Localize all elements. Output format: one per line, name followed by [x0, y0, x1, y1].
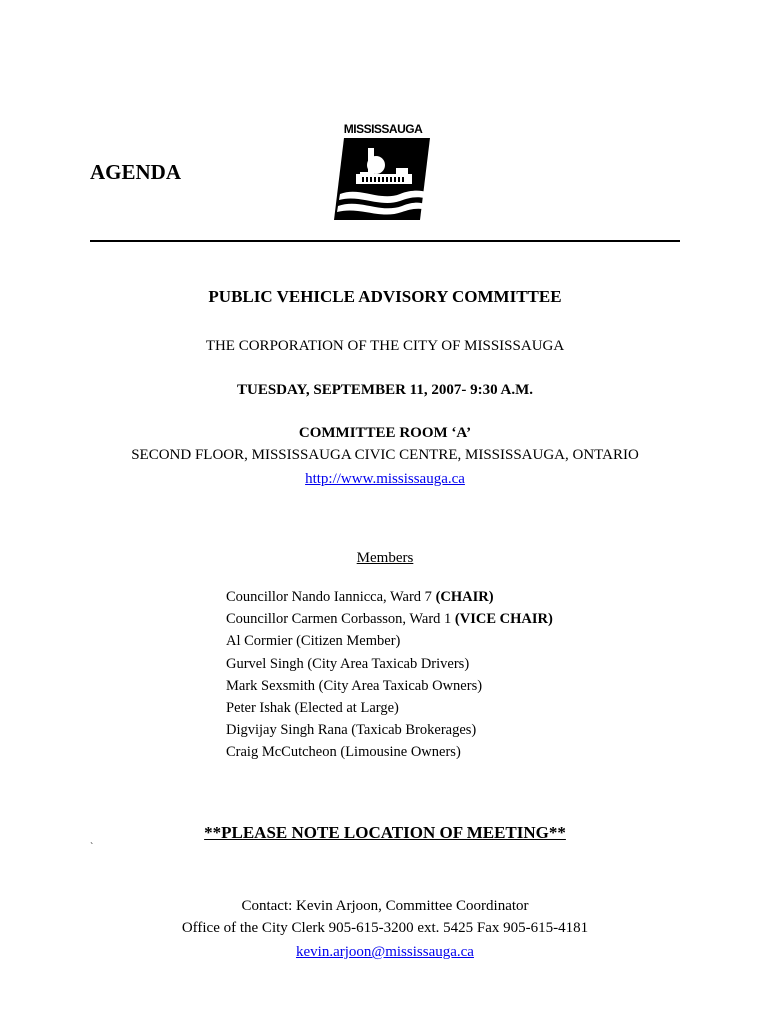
stray-mark: ` [90, 842, 94, 853]
meeting-datetime: TUESDAY, SEPTEMBER 11, 2007- 9:30 A.M. [236, 382, 534, 398]
website-link[interactable]: http://www.mississauga.ca [305, 471, 465, 487]
mississauga-logo [330, 120, 436, 224]
website-link-row [0, 470, 770, 488]
member-role: (VICE CHAIR) [454, 611, 553, 628]
members-list [226, 586, 553, 764]
meeting-address: SECOND FLOOR, MISSISSAUGA CIVIC CENTRE, MISSISSAUGA, ONTARIO [131, 447, 639, 463]
contact-office: Office of the City Clerk 905-615-3200 ext. 5425 Fax 905-615-4181 [181, 920, 589, 936]
contact-name: Contact: Kevin Arjoon, Committee Coordinator [241, 898, 529, 914]
member-name: Mark Sexsmith (City Area Taxicab Owners) [226, 677, 483, 694]
member-item [226, 697, 553, 719]
logo-text: MISSISSAUGA [343, 122, 423, 136]
member-name: Digvijay Singh Rana (Taxicab Brokerages) [226, 722, 477, 739]
members-heading: Members [356, 550, 414, 566]
header-divider [90, 240, 680, 242]
contact-email-link[interactable]: kevin.arjoon@mississauga.ca [296, 944, 474, 960]
agenda-title: AGENDA [90, 160, 182, 184]
member-name: Councillor Carmen Corbasson, Ward 1 [226, 611, 452, 628]
member-name: Al Cormier (Citizen Member) [226, 633, 401, 650]
member-role: (CHAIR) [435, 589, 494, 605]
meeting-room: COMMITTEE ROOM ‘A’ [298, 425, 472, 441]
corporation-name: THE CORPORATION OF THE CITY OF MISSISSAUGA [205, 338, 565, 354]
member-item [226, 653, 553, 675]
member-name: Craig McCutcheon (Limousine Owners) [226, 744, 461, 761]
member-item [226, 719, 553, 741]
member-name: Gurvel Singh (City Area Taxicab Drivers) [226, 655, 470, 672]
member-name: Peter Ishak (Elected at Large) [226, 700, 399, 717]
member-item [226, 586, 553, 608]
location-notice: **PLEASE NOTE LOCATION OF MEETING** [204, 823, 566, 842]
member-item [226, 741, 553, 763]
committee-name: PUBLIC VEHICLE ADVISORY COMMITTEE [208, 287, 562, 306]
member-item [226, 675, 553, 697]
member-name: Councillor Nando Iannicca, Ward 7 [226, 589, 432, 605]
member-item [226, 630, 553, 652]
email-row [0, 943, 770, 961]
location-notice-row [0, 823, 770, 843]
member-item [226, 608, 553, 630]
